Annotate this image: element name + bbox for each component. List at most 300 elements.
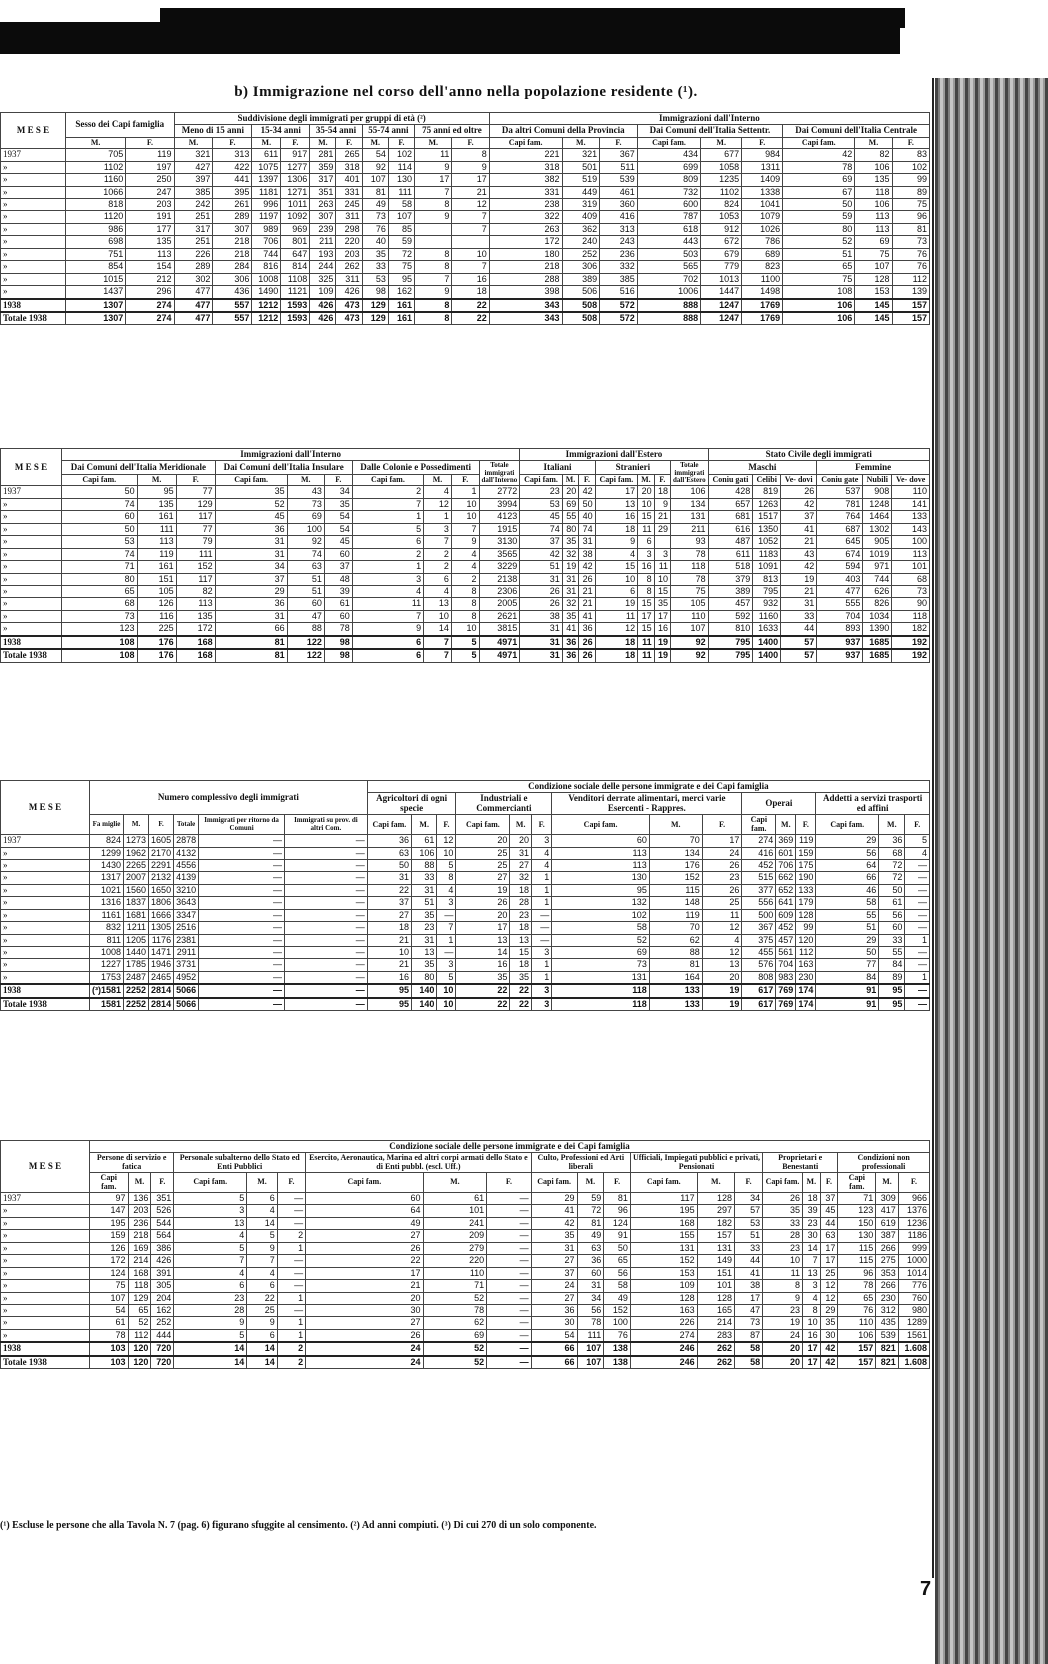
data-cell: 31 bbox=[215, 536, 287, 548]
total-cell: 720 bbox=[151, 1356, 174, 1369]
data-cell: 1560 bbox=[124, 884, 149, 896]
table-row bbox=[1, 149, 930, 161]
total-cell: 26 bbox=[579, 649, 595, 662]
data-cell: 15 bbox=[595, 561, 637, 573]
data-cell: 135 bbox=[126, 236, 174, 248]
month-label: » bbox=[1, 511, 62, 523]
data-cell: 154 bbox=[126, 261, 174, 273]
data-cell: 118 bbox=[892, 610, 930, 622]
data-cell: 43 bbox=[287, 486, 324, 498]
data-cell: 311 bbox=[336, 211, 362, 223]
data-cell: — bbox=[437, 947, 456, 959]
subcolumn-header: F. bbox=[388, 137, 414, 148]
data-cell: 611 bbox=[252, 149, 281, 161]
data-cell: 124 bbox=[90, 1267, 129, 1279]
data-cell: 119 bbox=[796, 835, 816, 847]
data-cell: 1447 bbox=[701, 286, 742, 299]
mese-header: M E S E bbox=[1, 1141, 90, 1193]
table-row bbox=[1, 498, 930, 510]
data-cell: 814 bbox=[281, 261, 310, 273]
column-group-header: Agricoltori di ogni specie bbox=[367, 793, 456, 815]
total-foreign-header: Totale immigrati dall'Estero bbox=[671, 461, 709, 486]
total-cell: (³)1581 bbox=[90, 984, 124, 997]
data-cell: 441 bbox=[213, 174, 252, 186]
data-cell: 161 bbox=[137, 561, 176, 573]
data-cell: — bbox=[487, 1280, 531, 1292]
data-cell: 1681 bbox=[124, 909, 149, 921]
data-cell: 375 bbox=[742, 934, 776, 946]
data-cell: 75 bbox=[855, 248, 892, 260]
data-cell: 42 bbox=[579, 486, 595, 498]
data-cell: 389 bbox=[708, 585, 753, 597]
table-row bbox=[1, 223, 930, 235]
data-cell: 417 bbox=[876, 1205, 899, 1217]
data-cell: 37 bbox=[324, 561, 352, 573]
month-label: » bbox=[1, 859, 90, 871]
data-cell: 35 bbox=[324, 498, 352, 510]
column-group-header: Dalle Colonie e Possedimenti bbox=[352, 461, 479, 474]
data-cell: 53 bbox=[62, 536, 138, 548]
total-cell: 473 bbox=[336, 299, 362, 312]
total-cell: 4971 bbox=[479, 636, 520, 649]
data-cell: 211 bbox=[671, 523, 709, 535]
data-cell: 69 bbox=[562, 498, 578, 510]
column-group-header: Culto, Professioni ed Arti liberali bbox=[531, 1153, 630, 1173]
data-cell: 8 bbox=[802, 1304, 820, 1316]
subcolumn-header: M. bbox=[310, 137, 336, 148]
data-cell: 42 bbox=[531, 1217, 577, 1229]
data-cell: 12 bbox=[452, 199, 489, 211]
total-cell: 2814 bbox=[149, 984, 174, 997]
total-cell: 192 bbox=[892, 649, 930, 662]
subcolumn-header: F. bbox=[892, 137, 929, 148]
data-cell: 39 bbox=[324, 585, 352, 597]
total-cell: 769 bbox=[776, 984, 796, 997]
total-cell: 24 bbox=[306, 1356, 423, 1369]
data-cell: 1277 bbox=[281, 161, 310, 173]
data-cell: — bbox=[285, 884, 368, 896]
data-cell: 17 bbox=[735, 1292, 763, 1304]
data-cell: 4 bbox=[451, 548, 479, 560]
data-cell: 2 bbox=[277, 1230, 305, 1242]
subcolumn-header: Capi fam. bbox=[215, 474, 287, 486]
total-cell: 103 bbox=[90, 1342, 129, 1355]
data-cell: 626 bbox=[863, 585, 892, 597]
data-cell: 9 bbox=[415, 211, 452, 223]
subcolumn-header: M. bbox=[701, 137, 742, 148]
data-cell: 60 bbox=[306, 1193, 423, 1205]
data-cell: 66 bbox=[215, 623, 287, 636]
total-cell: 888 bbox=[637, 312, 700, 325]
data-cell: 351 bbox=[310, 186, 336, 198]
month-label: » bbox=[1, 598, 62, 610]
data-cell: 69 bbox=[287, 511, 324, 523]
month-label: » bbox=[1, 1255, 90, 1267]
total-cell: 2 bbox=[277, 1356, 305, 1369]
subcolumn-header: Capi fam. bbox=[352, 474, 423, 486]
data-cell: 8 bbox=[763, 1280, 803, 1292]
data-cell: 367 bbox=[742, 922, 776, 934]
data-cell: 23 bbox=[412, 922, 437, 934]
data-cell: 1 bbox=[352, 561, 423, 573]
month-label: » bbox=[1, 1292, 90, 1304]
data-cell: 27 bbox=[367, 909, 411, 921]
data-cell: 35 bbox=[820, 1317, 838, 1329]
data-cell: 105 bbox=[137, 585, 176, 597]
total-cell: 17 bbox=[802, 1356, 820, 1369]
data-cell: 1052 bbox=[753, 536, 781, 548]
data-cell: 3 bbox=[532, 947, 552, 959]
data-cell: 298 bbox=[336, 223, 362, 235]
data-cell: 618 bbox=[637, 223, 700, 235]
data-cell: 27 bbox=[531, 1255, 577, 1267]
data-cell: 59 bbox=[783, 211, 855, 223]
data-cell: 44 bbox=[781, 623, 817, 636]
data-cell: 1000 bbox=[898, 1255, 929, 1267]
data-cell: 45 bbox=[215, 511, 287, 523]
data-cell: 176 bbox=[649, 859, 702, 871]
data-cell: 1 bbox=[532, 872, 552, 884]
data-cell: 1235 bbox=[701, 174, 742, 186]
data-cell: 101 bbox=[697, 1280, 734, 1292]
data-cell: 4 bbox=[424, 585, 452, 597]
data-cell: 75 bbox=[671, 585, 709, 597]
month-label: » bbox=[1, 1205, 90, 1217]
data-cell: 2265 bbox=[124, 859, 149, 871]
total-cell: 66 bbox=[531, 1342, 577, 1355]
data-cell: 2 bbox=[352, 548, 423, 560]
data-cell: 8 bbox=[451, 598, 479, 610]
total-cell: 1769 bbox=[742, 312, 783, 325]
month-label: » bbox=[1, 174, 66, 186]
scan-right-edge bbox=[935, 78, 1048, 1664]
data-cell: 110 bbox=[838, 1317, 876, 1329]
data-cell: 162 bbox=[151, 1304, 174, 1316]
data-cell: 932 bbox=[753, 598, 781, 610]
data-cell: 1121 bbox=[281, 286, 310, 299]
data-cell: 403 bbox=[817, 573, 863, 585]
data-cell: — bbox=[487, 1329, 531, 1342]
data-cell: 1317 bbox=[90, 872, 124, 884]
data-cell: 10 bbox=[802, 1317, 820, 1329]
table-row bbox=[1, 1217, 930, 1229]
column-group-header: Dai Comuni dell'Italia Insulare bbox=[215, 461, 352, 474]
data-cell: 211 bbox=[310, 236, 336, 248]
column-group-header: Maschi bbox=[708, 461, 817, 474]
data-cell: 161 bbox=[137, 511, 176, 523]
data-cell: — bbox=[199, 859, 285, 871]
total-cell: 138 bbox=[604, 1342, 631, 1355]
row-label: Totale 1938 bbox=[1, 1356, 90, 1369]
total-cell: 557 bbox=[213, 299, 252, 312]
total-cell: 95 bbox=[879, 984, 905, 997]
data-cell: 1302 bbox=[863, 523, 892, 535]
data-cell: 18 bbox=[510, 922, 532, 934]
data-cell: 29 bbox=[654, 523, 670, 535]
data-cell: 197 bbox=[126, 161, 174, 173]
data-cell: 385 bbox=[174, 186, 213, 198]
subcolumn-header: M. bbox=[855, 137, 892, 148]
data-cell: — bbox=[277, 1304, 305, 1316]
data-cell: 33 bbox=[781, 610, 817, 622]
total-cell: 157 bbox=[838, 1356, 876, 1369]
data-cell: 218 bbox=[489, 261, 562, 273]
data-cell: 816 bbox=[252, 261, 281, 273]
total-cell: 1685 bbox=[863, 636, 892, 649]
data-cell: 35 bbox=[510, 971, 532, 984]
data-cell: 60 bbox=[879, 922, 905, 934]
data-cell: 17 bbox=[452, 174, 489, 186]
total-cell: 22 bbox=[456, 998, 510, 1011]
data-cell: 3 bbox=[532, 835, 552, 847]
data-cell: 15 bbox=[654, 585, 670, 597]
data-cell: 1 bbox=[532, 971, 552, 984]
page-number: 7 bbox=[920, 1578, 932, 1600]
subcolumn-header: M. bbox=[562, 474, 578, 486]
data-cell: 4952 bbox=[174, 971, 199, 984]
data-cell: 2465 bbox=[149, 971, 174, 984]
total-cell: 10 bbox=[437, 998, 456, 1011]
data-cell: 1605 bbox=[149, 835, 174, 847]
data-cell: 45 bbox=[820, 1205, 838, 1217]
data-cell: 1633 bbox=[753, 623, 781, 636]
subcolumn-header: M. bbox=[412, 815, 437, 835]
data-cell: 1160 bbox=[753, 610, 781, 622]
data-cell: 1181 bbox=[252, 186, 281, 198]
data-cell: 1 bbox=[277, 1242, 305, 1254]
column-group-header: Italiani bbox=[520, 461, 595, 474]
total-cell: 5066 bbox=[174, 984, 199, 997]
total-cell: 22 bbox=[452, 312, 489, 325]
subcolumn-header: Coniu gate bbox=[817, 474, 863, 486]
data-cell: 1053 bbox=[701, 211, 742, 223]
data-cell: 203 bbox=[128, 1205, 151, 1217]
data-cell: 819 bbox=[753, 486, 781, 498]
table-row bbox=[1, 199, 930, 211]
data-cell: 73 bbox=[62, 610, 138, 622]
data-cell: — bbox=[199, 959, 285, 971]
table-row bbox=[1, 1304, 930, 1316]
data-cell: 218 bbox=[213, 248, 252, 260]
data-cell: 73 bbox=[892, 236, 929, 248]
data-cell: 1176 bbox=[149, 934, 174, 946]
data-cell: 313 bbox=[213, 149, 252, 161]
data-cell: 1008 bbox=[252, 273, 281, 285]
data-cell: 25 bbox=[820, 1267, 838, 1279]
table-row bbox=[1, 1230, 930, 1242]
month-label: » bbox=[1, 223, 66, 235]
data-cell: 382 bbox=[489, 174, 562, 186]
total-cell: 31 bbox=[520, 649, 562, 662]
data-cell: 19 bbox=[595, 598, 637, 610]
subcolumn-header: Capi fam. bbox=[174, 1173, 247, 1193]
data-cell: 157 bbox=[697, 1230, 734, 1242]
data-cell: 89 bbox=[892, 186, 929, 198]
total-cell: — bbox=[487, 1342, 531, 1355]
data-cell: 3 bbox=[437, 897, 456, 909]
month-label: » bbox=[1, 199, 66, 211]
total-cell: 1212 bbox=[252, 312, 281, 325]
data-cell: 321 bbox=[562, 149, 600, 161]
month-label: » bbox=[1, 971, 90, 984]
total-cell: 769 bbox=[776, 998, 796, 1011]
data-cell: 73 bbox=[735, 1317, 763, 1329]
data-cell: 152 bbox=[176, 561, 215, 573]
data-cell: 128 bbox=[697, 1193, 734, 1205]
data-cell: 435 bbox=[876, 1317, 899, 1329]
data-cell: 91 bbox=[604, 1230, 631, 1242]
data-cell: 5 bbox=[247, 1230, 277, 1242]
subcolumn-header: F. bbox=[151, 1173, 174, 1193]
data-cell: 49 bbox=[306, 1217, 423, 1229]
month-label: » bbox=[1, 909, 90, 921]
data-cell: 74 bbox=[579, 523, 595, 535]
data-cell: 4 bbox=[424, 486, 452, 498]
data-cell: 53 bbox=[362, 273, 388, 285]
data-cell: 7 bbox=[451, 523, 479, 535]
data-cell: 113 bbox=[126, 248, 174, 260]
data-cell: 3130 bbox=[479, 536, 520, 548]
data-cell: 401 bbox=[336, 174, 362, 186]
total-cell: 20 bbox=[763, 1356, 803, 1369]
data-cell: 4 bbox=[532, 859, 552, 871]
data-cell: 24 bbox=[702, 847, 742, 859]
data-cell: — bbox=[285, 909, 368, 921]
data-cell: 110 bbox=[671, 610, 709, 622]
data-cell: 647 bbox=[281, 248, 310, 260]
total-cell: 66 bbox=[531, 1356, 577, 1369]
total-cell: 17 bbox=[802, 1342, 820, 1355]
total-cell: 18 bbox=[595, 636, 637, 649]
data-cell: — bbox=[285, 971, 368, 984]
data-cell: 102 bbox=[388, 149, 414, 161]
total-cell: 3 bbox=[532, 984, 552, 997]
data-cell: 119 bbox=[126, 149, 174, 161]
column-group-header: Femmine bbox=[817, 461, 930, 474]
data-cell: 641 bbox=[776, 897, 796, 909]
total-cell: 120 bbox=[128, 1356, 151, 1369]
data-cell: 56 bbox=[604, 1267, 631, 1279]
data-cell: 1186 bbox=[898, 1230, 929, 1242]
data-cell: 561 bbox=[776, 947, 796, 959]
data-cell: 112 bbox=[892, 273, 929, 285]
data-cell: 9 bbox=[174, 1317, 247, 1329]
summary-row bbox=[1, 1342, 930, 1355]
data-cell: 4139 bbox=[174, 872, 199, 884]
data-cell: 1197 bbox=[252, 211, 281, 223]
data-cell: 38 bbox=[579, 548, 595, 560]
subcolumn-header: Capi fam. bbox=[595, 474, 637, 486]
total-cell: 14 bbox=[247, 1356, 277, 1369]
data-cell: 12 bbox=[702, 922, 742, 934]
data-cell: 33 bbox=[362, 261, 388, 273]
data-cell: 214 bbox=[128, 1255, 151, 1267]
data-cell: 1034 bbox=[863, 610, 892, 622]
data-cell: 1014 bbox=[898, 1267, 929, 1279]
total-cell: 58 bbox=[735, 1356, 763, 1369]
data-cell: 135 bbox=[855, 174, 892, 186]
data-cell: 169 bbox=[128, 1242, 151, 1254]
data-cell: 811 bbox=[90, 934, 124, 946]
data-cell: 8 bbox=[638, 585, 654, 597]
data-cell: 3565 bbox=[479, 548, 520, 560]
data-cell: 452 bbox=[776, 922, 796, 934]
data-cell: 41 bbox=[562, 623, 578, 636]
data-cell: 1271 bbox=[281, 186, 310, 198]
subcolumn-header: F. bbox=[579, 474, 595, 486]
total-cell: — bbox=[487, 1356, 531, 1369]
data-cell: 645 bbox=[817, 536, 863, 548]
data-cell: 984 bbox=[742, 149, 783, 161]
subcolumn-header: F. bbox=[742, 137, 783, 148]
data-cell: 180 bbox=[489, 248, 562, 260]
data-cell: 18 bbox=[595, 523, 637, 535]
data-cell: 1806 bbox=[149, 897, 174, 909]
data-cell: 13 bbox=[702, 959, 742, 971]
data-cell: 980 bbox=[898, 1304, 929, 1316]
data-cell: 51 bbox=[816, 922, 879, 934]
total-cell: 262 bbox=[697, 1342, 734, 1355]
subcolumn-header: M. bbox=[776, 815, 796, 835]
data-cell: 1100 bbox=[742, 273, 783, 285]
data-cell: 152 bbox=[649, 872, 702, 884]
data-cell: 318 bbox=[336, 161, 362, 173]
total-cell: 145 bbox=[855, 312, 892, 325]
data-cell: 230 bbox=[796, 971, 816, 984]
data-cell: 13 bbox=[424, 598, 452, 610]
data-cell: 148 bbox=[649, 897, 702, 909]
data-cell: 37 bbox=[781, 511, 817, 523]
subcolumn-header: F. bbox=[451, 474, 479, 486]
data-cell: 242 bbox=[174, 199, 213, 211]
data-cell: 16 bbox=[595, 511, 637, 523]
data-cell: 204 bbox=[151, 1292, 174, 1304]
data-cell: 274 bbox=[630, 1329, 697, 1342]
data-cell: 515 bbox=[742, 872, 776, 884]
column-group-header: 55-74 anni bbox=[362, 125, 414, 137]
total-cell: 129 bbox=[362, 312, 388, 325]
data-cell: 3347 bbox=[174, 909, 199, 921]
data-cell: 506 bbox=[562, 286, 600, 299]
data-cell: 1205 bbox=[124, 934, 149, 946]
data-cell: 163 bbox=[630, 1304, 697, 1316]
data-cell: 1102 bbox=[66, 161, 126, 173]
data-cell: 2 bbox=[424, 548, 452, 560]
data-cell: 1091 bbox=[753, 561, 781, 573]
month-label: 1937 bbox=[1, 1193, 90, 1205]
data-cell: 500 bbox=[742, 909, 776, 921]
data-cell: 90 bbox=[892, 598, 930, 610]
data-cell: 7 bbox=[452, 223, 489, 235]
data-cell: 47 bbox=[735, 1304, 763, 1316]
total-cell: 122 bbox=[287, 649, 324, 662]
data-cell: 27 bbox=[456, 872, 510, 884]
data-cell: 10 bbox=[763, 1255, 803, 1267]
data-cell: 1437 bbox=[66, 286, 126, 299]
total-cell: 36 bbox=[562, 649, 578, 662]
subcolumn-header: Capi fam. bbox=[630, 1173, 697, 1193]
data-cell: 26 bbox=[520, 585, 562, 597]
data-cell: 16 bbox=[452, 273, 489, 285]
data-cell: 1227 bbox=[90, 959, 124, 971]
data-cell: 26 bbox=[306, 1329, 423, 1342]
data-cell: 13 bbox=[412, 947, 437, 959]
data-cell: 416 bbox=[742, 847, 776, 859]
data-cell: 37 bbox=[820, 1193, 838, 1205]
data-cell: 23 bbox=[702, 872, 742, 884]
data-cell: — bbox=[199, 835, 285, 847]
total-cell: 617 bbox=[742, 984, 776, 997]
